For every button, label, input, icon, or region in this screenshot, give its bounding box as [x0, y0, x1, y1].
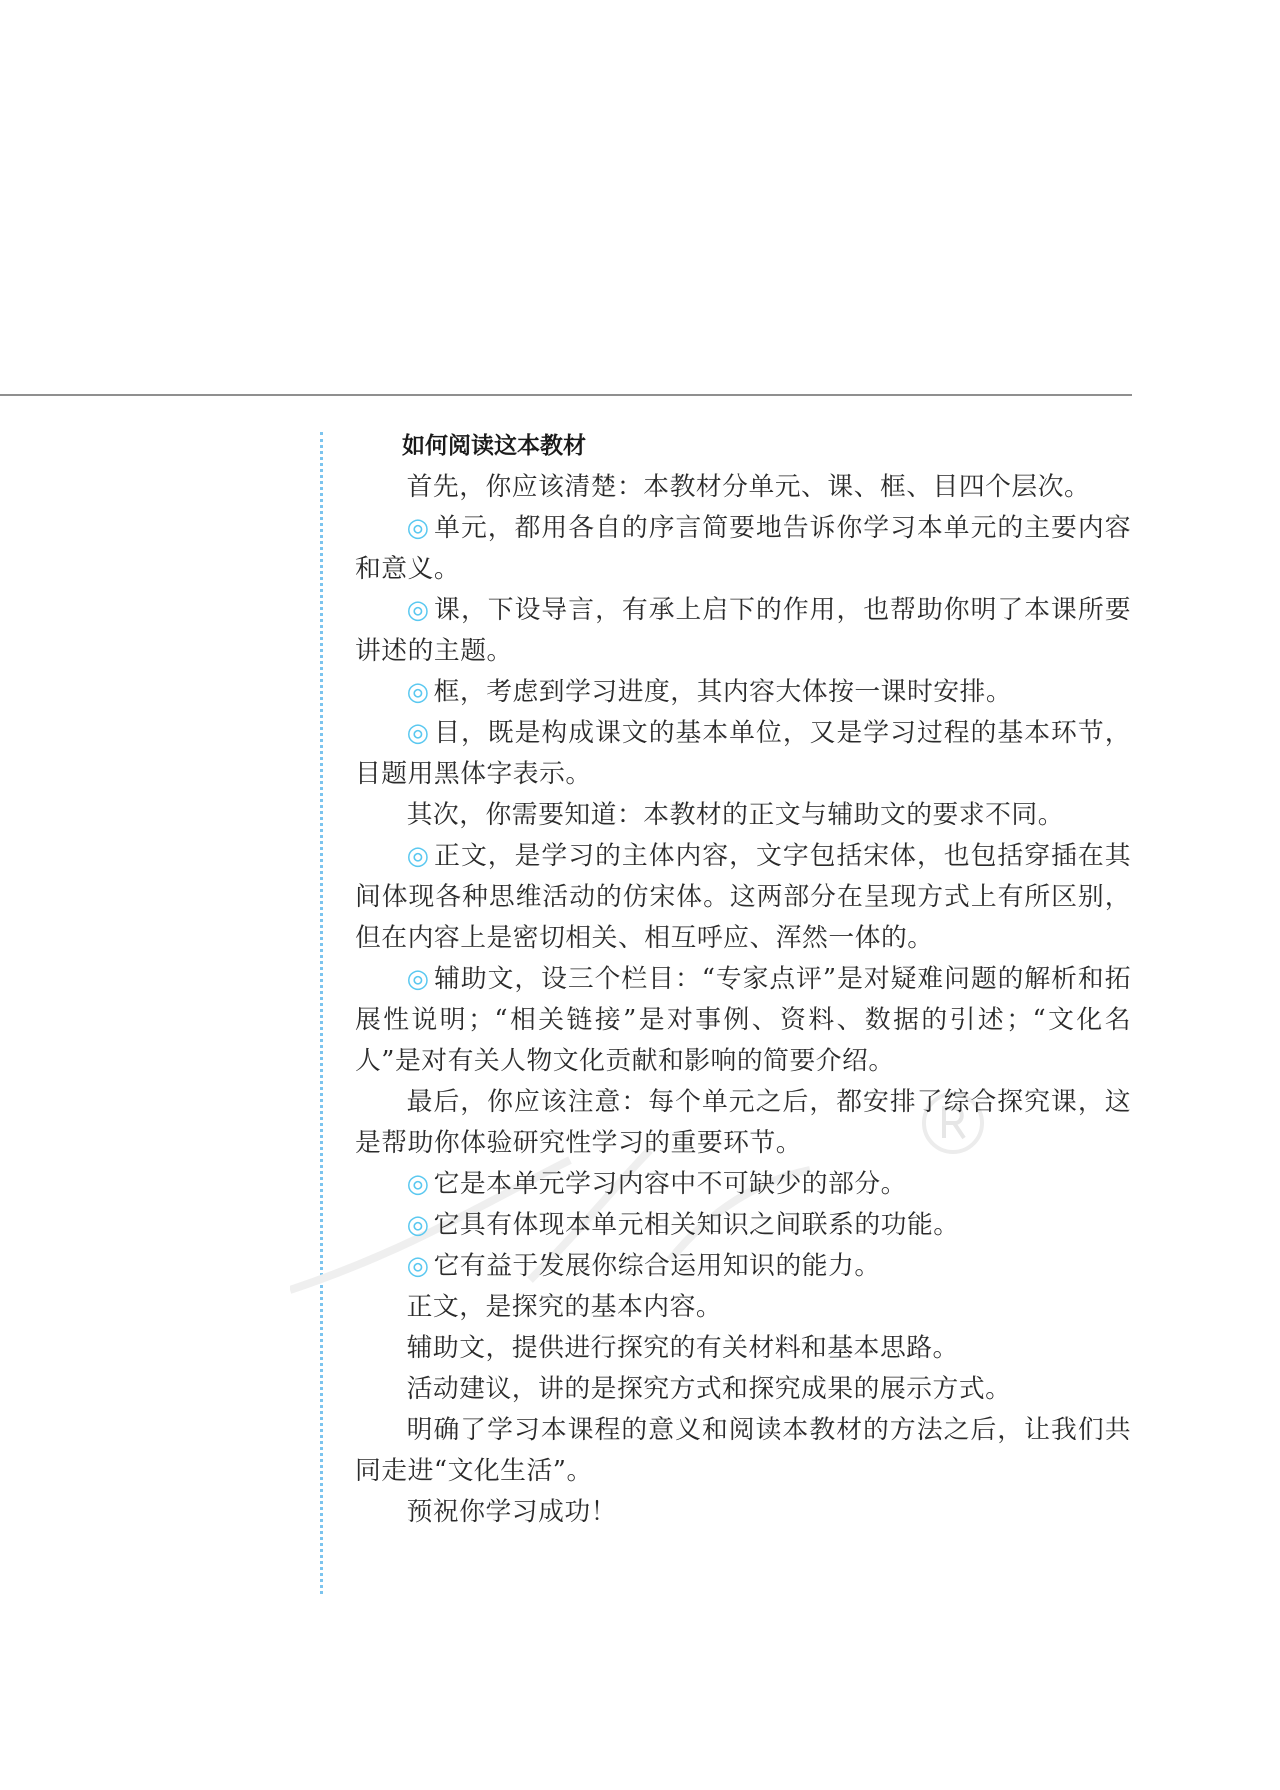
- paragraph-text: 它具有体现本单元相关知识之间联系的功能。: [433, 1210, 960, 1240]
- paragraph-text: 其次，你需要知道：本教材的正文与辅助文的要求不同。: [406, 800, 1065, 830]
- paragraph-text: 明确了学习本课程的意义和阅读本教材的方法之后，让我们共同走进“文化生活”。: [355, 1415, 1131, 1486]
- margin-dotted-line: [320, 432, 323, 1594]
- bullet-circle-icon: ◎: [406, 677, 430, 707]
- bullet-circle-icon: ◎: [406, 964, 431, 994]
- header-divider: [0, 394, 1132, 396]
- bullet-paragraph: [355, 1205, 1131, 1246]
- bullet-circle-icon: ◎: [406, 841, 431, 871]
- bullet-circle-icon: ◎: [406, 1251, 430, 1281]
- paragraph-text: 正文，是探究的基本内容。: [406, 1292, 723, 1322]
- paragraph: [355, 1287, 1131, 1328]
- bullet-paragraph: [355, 590, 1131, 672]
- paragraph: [355, 1410, 1131, 1492]
- paragraph-text: 预祝你学习成功！: [406, 1497, 617, 1527]
- paragraph-text: 辅助文，设三个栏目：“专家点评”是对疑难问题的解析和拓展性说明；“相关链接”是对事例、资料、数据的引述；“文化名人”是对有关人物文化贡献和影响的简要介绍。: [355, 964, 1131, 1076]
- paragraph: [355, 1328, 1131, 1369]
- bullet-paragraph: [355, 1246, 1131, 1287]
- paragraph: [355, 1369, 1131, 1410]
- paragraph: [355, 1082, 1131, 1164]
- bullet-paragraph: [355, 672, 1131, 713]
- paragraph: [355, 467, 1131, 508]
- bullet-paragraph: [355, 1164, 1131, 1205]
- paragraph-text: 首先，你应该清楚：本教材分单元、课、框、目四个层次。: [406, 472, 1091, 502]
- page-title: 如何阅读这本教材: [402, 433, 586, 459]
- paragraph-text: 最后，你应该注意：每个单元之后，都安排了综合探究课，这是帮助你体验研究性学习的重要环节。: [355, 1087, 1131, 1158]
- paragraph-text: 辅助文，提供进行探究的有关材料和基本思路。: [406, 1333, 959, 1363]
- paragraph-text: 框，考虑到学习进度，其内容大体按一课时安排。: [433, 677, 1013, 707]
- paragraph-text: 正文，是学习的主体内容，文字包括宋体，也包括穿插在其间体现各种思维活动的仿宋体。这两部分在呈现方式上有所区别，但在内容上是密切相关、相互呼应、浑然一体的。: [355, 841, 1131, 953]
- paragraph-text: 它是本单元学习内容中不可缺少的部分。: [433, 1169, 907, 1199]
- paragraph-text: 单元，都用各自的序言简要地告诉你学习本单元的主要内容和意义。: [355, 513, 1131, 584]
- paragraph: [355, 795, 1131, 836]
- bullet-circle-icon: ◎: [406, 1210, 430, 1240]
- reading-guide: [355, 426, 1131, 1533]
- bullet-circle-icon: ◎: [406, 595, 431, 625]
- paragraph-text: 课，下设导言，有承上启下的作用，也帮助你明了本课所要讲述的主题。: [355, 595, 1131, 666]
- bullet-circle-icon: ◎: [406, 513, 431, 543]
- bullet-circle-icon: ◎: [406, 1169, 430, 1199]
- bullet-paragraph: [355, 713, 1131, 795]
- paragraph-list: [355, 467, 1131, 1533]
- paragraph-text: 活动建议，讲的是探究方式和探究成果的展示方式。: [406, 1374, 1012, 1404]
- bullet-paragraph: [355, 836, 1131, 959]
- paragraph-text: 它有益于发展你综合运用知识的能力。: [433, 1251, 881, 1281]
- paragraph-text: 目，既是构成课文的基本单位，又是学习过程的基本环节，目题用黑体字表示。: [355, 718, 1131, 789]
- bullet-circle-icon: ◎: [406, 718, 431, 748]
- bullet-paragraph: [355, 508, 1131, 590]
- paragraph: [355, 1492, 1131, 1533]
- bullet-paragraph: [355, 959, 1131, 1082]
